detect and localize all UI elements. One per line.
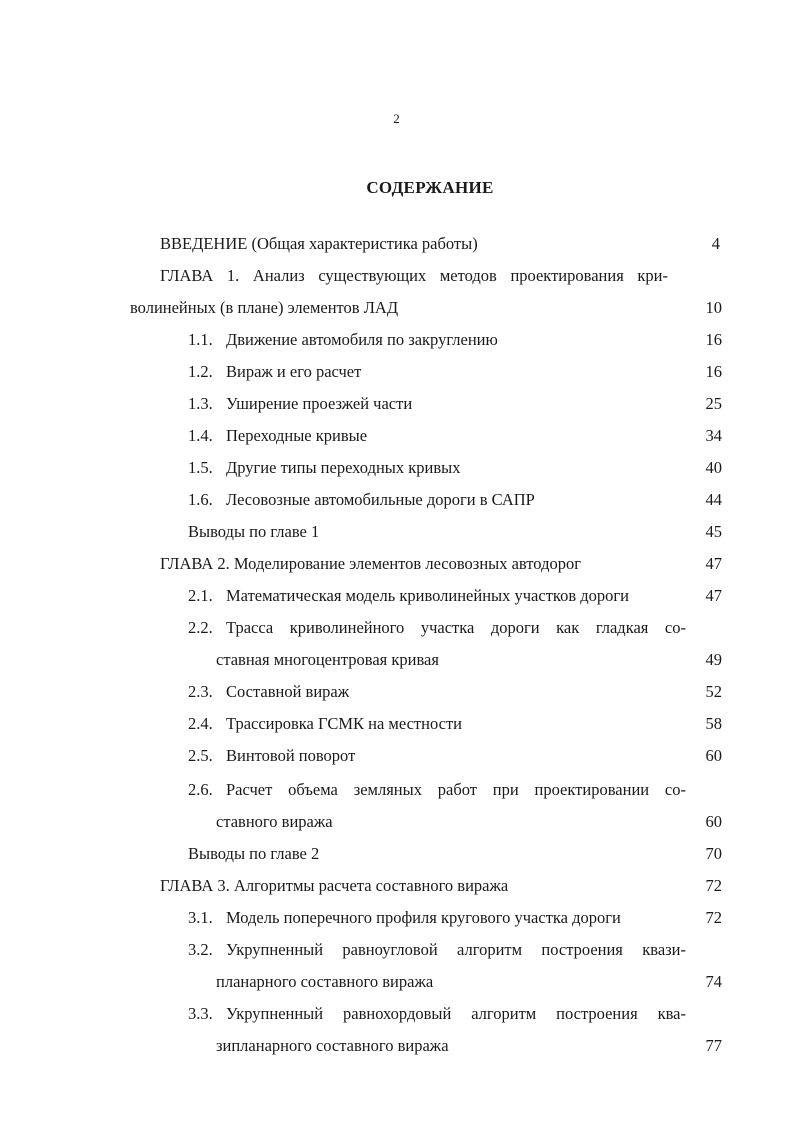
toc-entry-chapter-3: ГЛАВА 3. Алгоритмы расчета составного виража: [160, 876, 509, 895]
toc-entry-text: Движение автомобиля по закруглению: [226, 330, 498, 349]
toc-page-number: 16: [705, 362, 722, 381]
toc-page-number: 60: [705, 812, 722, 831]
toc-entry-chapter-2: ГЛАВА 2. Моделирование элементов лесовозных автодорог: [160, 554, 581, 573]
toc-entry-text: Уширение проезжей части: [226, 394, 413, 413]
toc-page-number: 60: [705, 746, 722, 765]
toc-page-number: 74: [705, 972, 722, 991]
toc-page-number: 47: [705, 586, 722, 605]
toc-entry-text: Математическая модель криволинейных участков дороги: [226, 586, 629, 605]
toc-entry-text-line1: Укрупненный равнохордовый алгоритм построения ква-: [226, 1004, 686, 1023]
toc-entry-section: [188, 458, 460, 478]
toc-page-number: 45: [705, 522, 722, 541]
toc-entry-text: Винтовой поворот: [226, 746, 356, 765]
toc-title: СОДЕРЖАНИЕ: [366, 178, 494, 197]
toc-entry-text-line2: планарного составного виража: [216, 972, 434, 991]
toc-entry-section: [188, 490, 535, 510]
toc-entry-text: Модель поперечного профиля кругового участка дороги: [226, 908, 621, 927]
section-number: 2.6.: [188, 780, 213, 799]
section-number: 3.1.: [188, 908, 213, 927]
toc-page-number: 44: [705, 490, 722, 509]
toc-entry-conclusions-1: Выводы по главе 1: [188, 522, 320, 541]
section-number: 1.3.: [188, 394, 213, 413]
toc-entry-text-line1: Трасса криволинейного участка дороги как гладкая со-: [226, 618, 686, 637]
toc-page-number: 58: [705, 714, 722, 733]
toc-entry-introduction: [160, 234, 478, 254]
toc-entry-section: [188, 394, 412, 414]
section-number: 3.2.: [188, 940, 213, 959]
toc-page-number: 34: [705, 426, 722, 445]
toc-page-number: 70: [705, 844, 722, 863]
toc-page-number: 72: [705, 876, 722, 895]
toc-entry-text-line2: ставного виража: [216, 812, 333, 831]
toc-entry-section: [188, 714, 462, 734]
section-number: 2.3.: [188, 682, 213, 701]
toc-entry-text: Составной вираж: [226, 682, 350, 701]
section-number: 1.6.: [188, 490, 213, 509]
toc-entry-chapter-1-line2: волинейных (в плане) элементов ЛАД: [130, 298, 399, 317]
toc-entry-text: Другие типы переходных кривых: [226, 458, 461, 477]
section-number: 2.5.: [188, 746, 213, 765]
page-number: 2: [393, 111, 400, 126]
section-number: 2.1.: [188, 586, 213, 605]
toc-entry-section: [188, 362, 361, 382]
toc-page-number: 49: [705, 650, 722, 669]
section-number: 1.5.: [188, 458, 213, 477]
section-number: 1.4.: [188, 426, 213, 445]
toc-page-number: 77: [705, 1036, 722, 1055]
toc-page-number: 4: [711, 234, 720, 253]
toc-entry-section: [188, 586, 629, 606]
toc-entry-chapter-1-line1: ГЛАВА 1. Анализ существующих методов проектирования кри-: [160, 266, 668, 285]
toc-page-number: 72: [705, 908, 722, 927]
toc-page-number: 16: [705, 330, 722, 349]
toc-entry-section: [188, 1004, 226, 1024]
toc-page-number: 40: [705, 458, 722, 477]
toc-entry-text: ВВЕДЕНИЕ (Общая характеристика работы): [160, 234, 478, 253]
toc-page-number: 52: [705, 682, 722, 701]
toc-entry-conclusions-2: Выводы по главе 2: [188, 844, 320, 863]
toc-entry-text-line2: зипланарного составного виража: [216, 1036, 449, 1055]
toc-entry-section: [188, 908, 621, 928]
toc-entry-section: [188, 330, 498, 350]
toc-page-number: 25: [705, 394, 722, 413]
toc-entry-section: [188, 780, 226, 800]
toc-entry-section: [188, 940, 226, 960]
toc-entry-text: Лесовозные автомобильные дороги в САПР: [226, 490, 535, 509]
toc-entry-section: [188, 618, 226, 638]
section-number: 3.3.: [188, 1004, 213, 1023]
toc-entry-section: [188, 426, 367, 446]
section-number: 1.2.: [188, 362, 213, 381]
toc-page-number: 47: [705, 554, 722, 573]
toc-entry-text-line2: ставная многоцентровая кривая: [216, 650, 439, 669]
toc-page-number: 10: [705, 298, 722, 317]
section-number: 2.4.: [188, 714, 213, 733]
toc-entry-text: Вираж и его расчет: [226, 362, 362, 381]
section-number: 1.1.: [188, 330, 213, 349]
toc-entry-section: [188, 682, 349, 702]
toc-entry-text-line1: Расчет объема земляных работ при проектировании со-: [226, 780, 686, 799]
toc-entry-text-line1: Укрупненный равноугловой алгоритм построения квази-: [226, 940, 686, 959]
toc-entry-text: Переходные кривые: [226, 426, 368, 445]
section-number: 2.2.: [188, 618, 213, 637]
toc-entry-section: [188, 746, 355, 766]
toc-entry-text: Трассировка ГСМК на местности: [226, 714, 462, 733]
